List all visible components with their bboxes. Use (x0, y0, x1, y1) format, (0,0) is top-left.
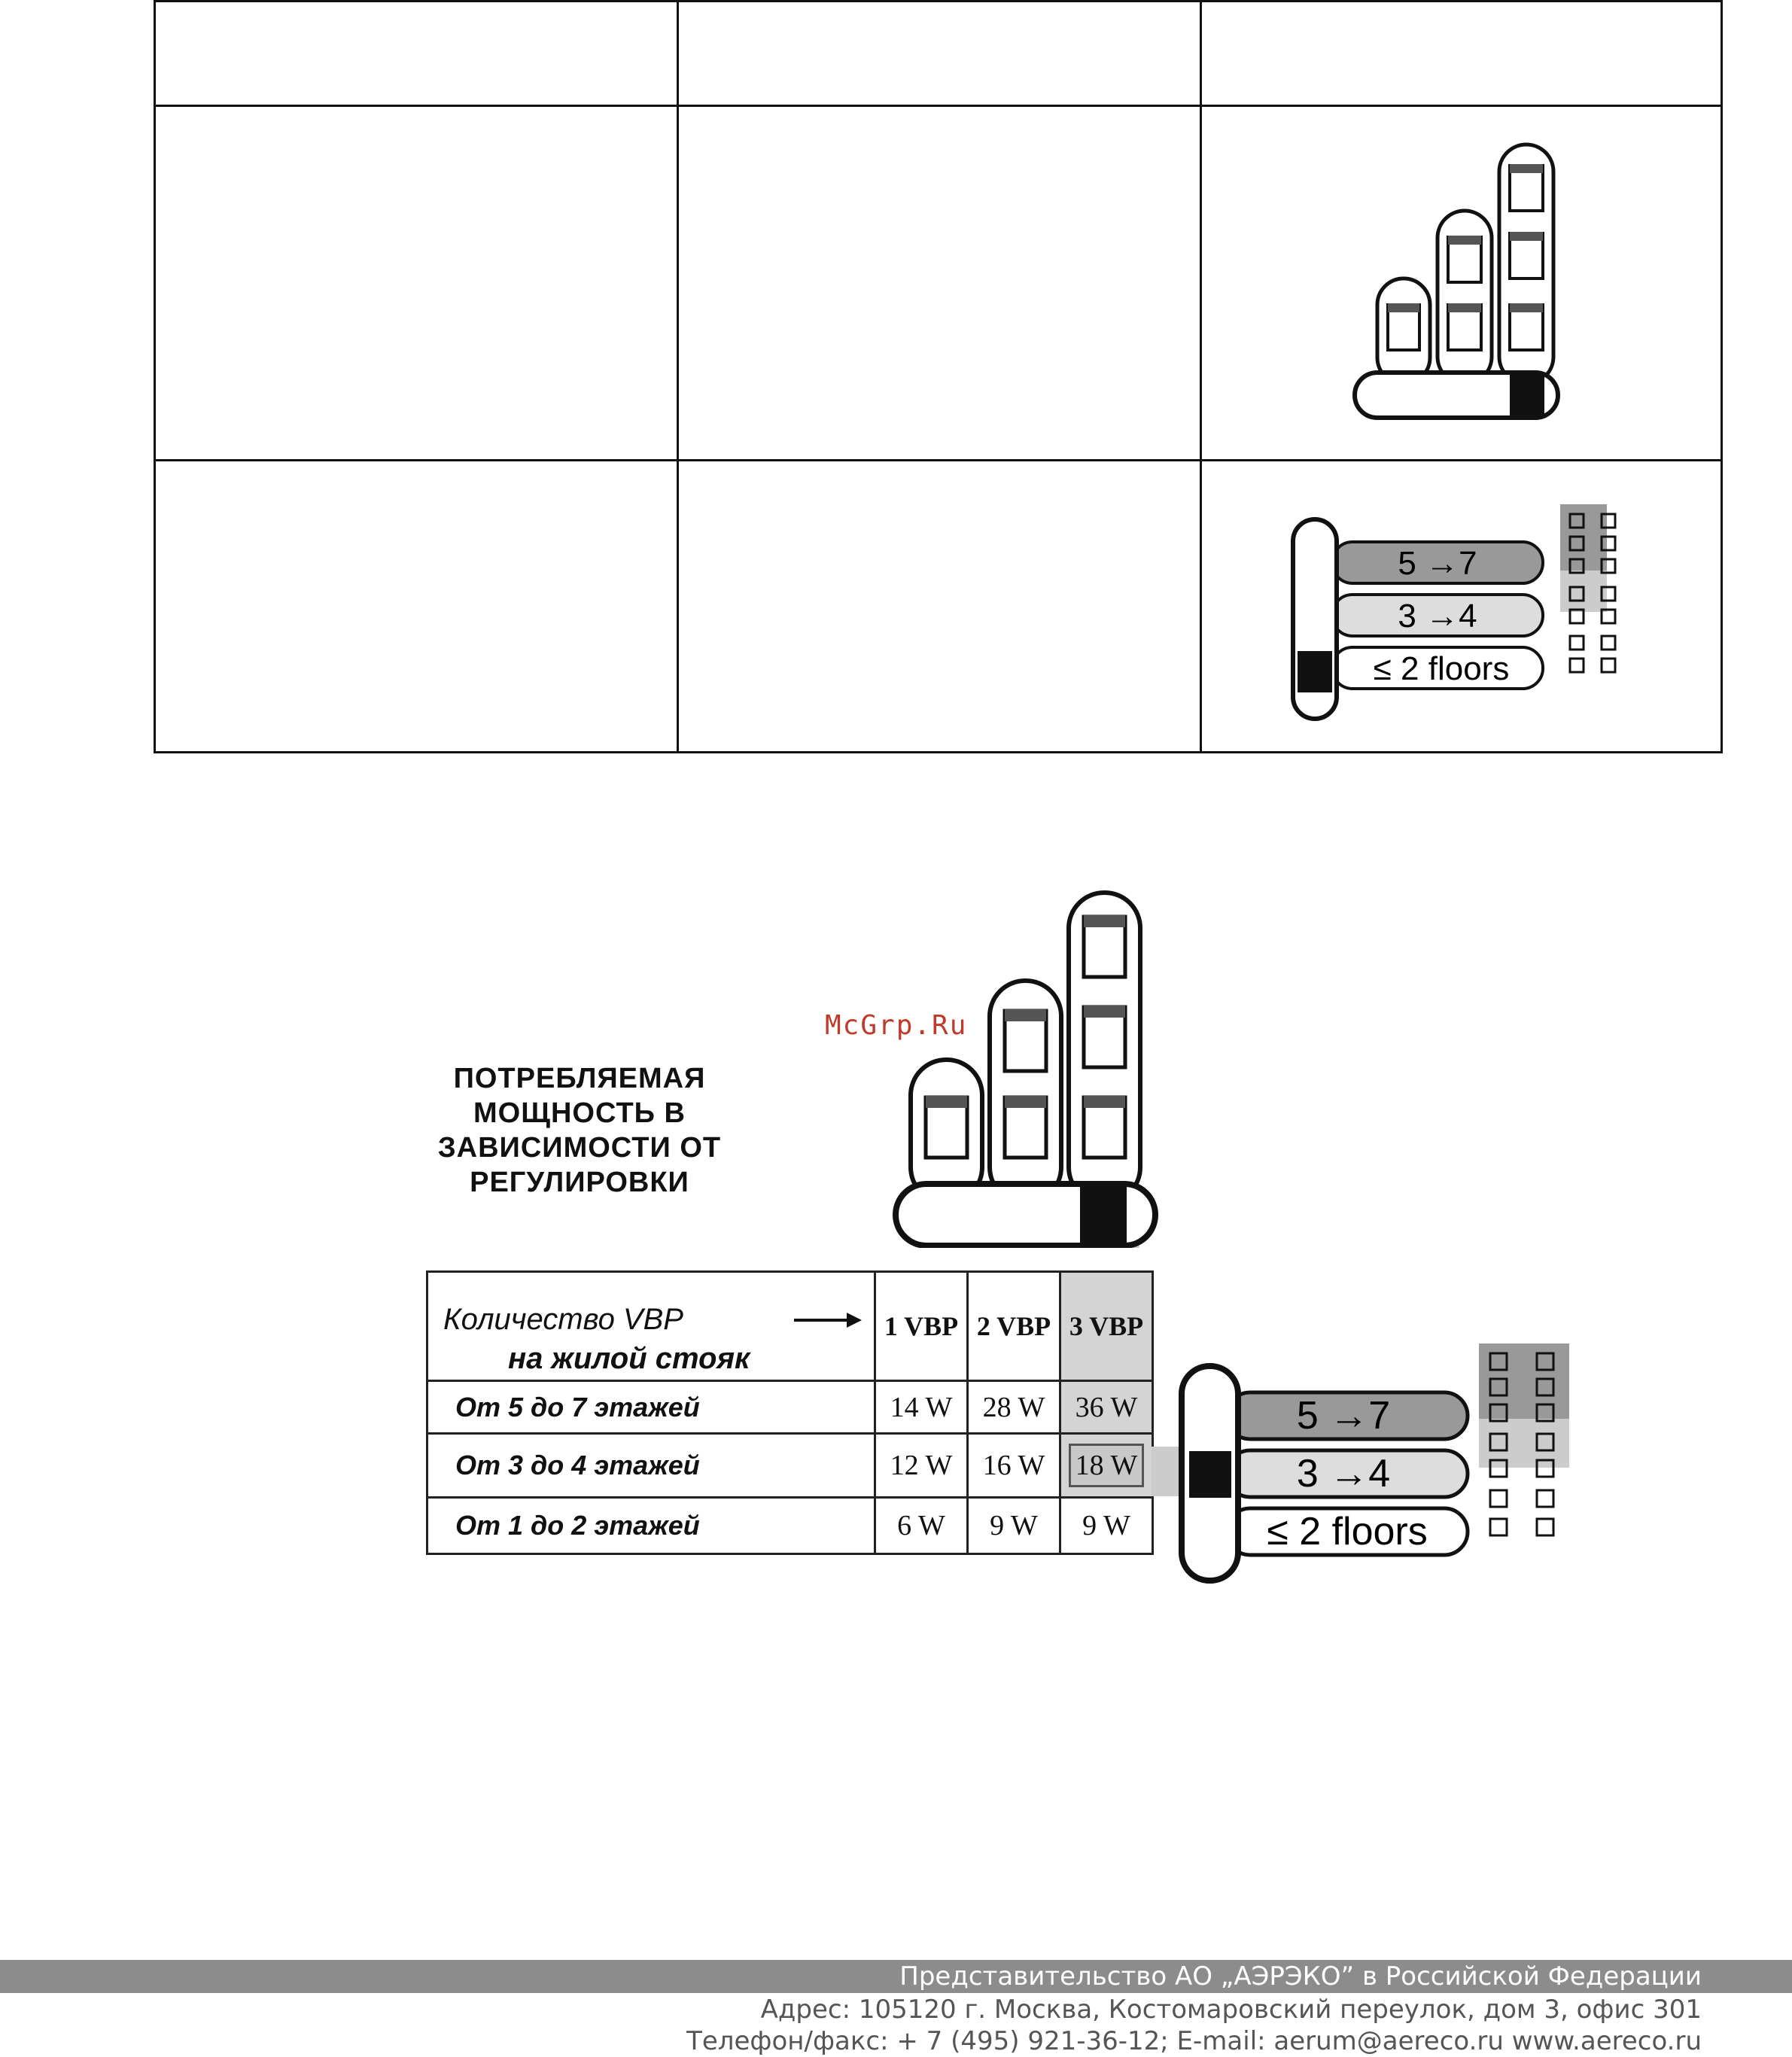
slider-label-low: ≤ 2 floors (1373, 650, 1510, 687)
table-cell: 16 W (968, 1434, 1060, 1498)
figure-title-line: МОЩНОСТЬ В (473, 1097, 686, 1129)
slider-label-mid: 3 →4 (1398, 598, 1477, 634)
vbp-count-selector-icon-large (888, 887, 1167, 1248)
column-header: 3 VBP (1060, 1272, 1153, 1381)
table-cell: 9 W (1060, 1498, 1153, 1554)
table-row (427, 1434, 1153, 1498)
table-row (427, 1498, 1153, 1554)
table-cell: 36 W (1060, 1381, 1153, 1434)
header-label-line2: на жилой стояк (508, 1342, 750, 1375)
table-cell: 14 W (875, 1381, 968, 1434)
header-label-line1: Количество VBP (443, 1303, 683, 1336)
floor-selector-icon (1287, 501, 1648, 726)
column-header: 2 VBP (968, 1272, 1060, 1381)
slider-label-high: 5 →7 (1296, 1394, 1391, 1438)
figure-title-line: ЗАВИСИМОСТИ ОТ (437, 1132, 722, 1164)
figure-title-line: ПОТРЕБЛЯЕМАЯ (453, 1063, 706, 1094)
table-cell: 28 W (968, 1381, 1060, 1434)
footer-title: Представительство АО „АЭРЭКО” в Российской Федерации (899, 1961, 1702, 1992)
column-header: 1 VBP (875, 1272, 968, 1381)
highlighted-value: 18 W (1069, 1444, 1145, 1487)
table-cell: 12 W (875, 1434, 968, 1498)
figure-title (421, 1061, 738, 1200)
slider-label-mid: 3 →4 (1296, 1452, 1391, 1496)
watermark: McGrp.Ru (825, 1010, 968, 1041)
table-header-row (427, 1272, 1153, 1381)
slider-label-high: 5 →7 (1398, 545, 1477, 582)
footer-contacts: Телефон/факс: + 7 (495) 921-36-12; E-mail: aerum@aereco.ru www.aereco.ru (686, 2026, 1702, 2056)
table-cell: 9 W (968, 1498, 1060, 1554)
table-cell-highlighted (1060, 1434, 1153, 1498)
footer-address: Адрес: 105120 г. Москва, Костомаровский переулок, дом 3, офис 301 (760, 1995, 1702, 2025)
floor-selector-icon-large (1174, 1340, 1573, 1588)
arrow-right-icon (794, 1309, 862, 1331)
row-label: От 3 до 4 этажей (427, 1434, 875, 1498)
table-cell: 6 W (875, 1498, 968, 1554)
figure-title-line: РЕГУЛИРОВКИ (470, 1167, 689, 1198)
vbp-count-header (427, 1272, 875, 1381)
slider-label-low: ≤ 2 floors (1267, 1510, 1428, 1553)
table-row (427, 1381, 1153, 1434)
vbp-count-selector-icon (1347, 135, 1573, 429)
row-label: От 5 до 7 этажей (427, 1381, 875, 1434)
power-consumption-table (426, 1270, 1154, 1555)
row-label: От 1 до 2 этажей (427, 1498, 875, 1554)
